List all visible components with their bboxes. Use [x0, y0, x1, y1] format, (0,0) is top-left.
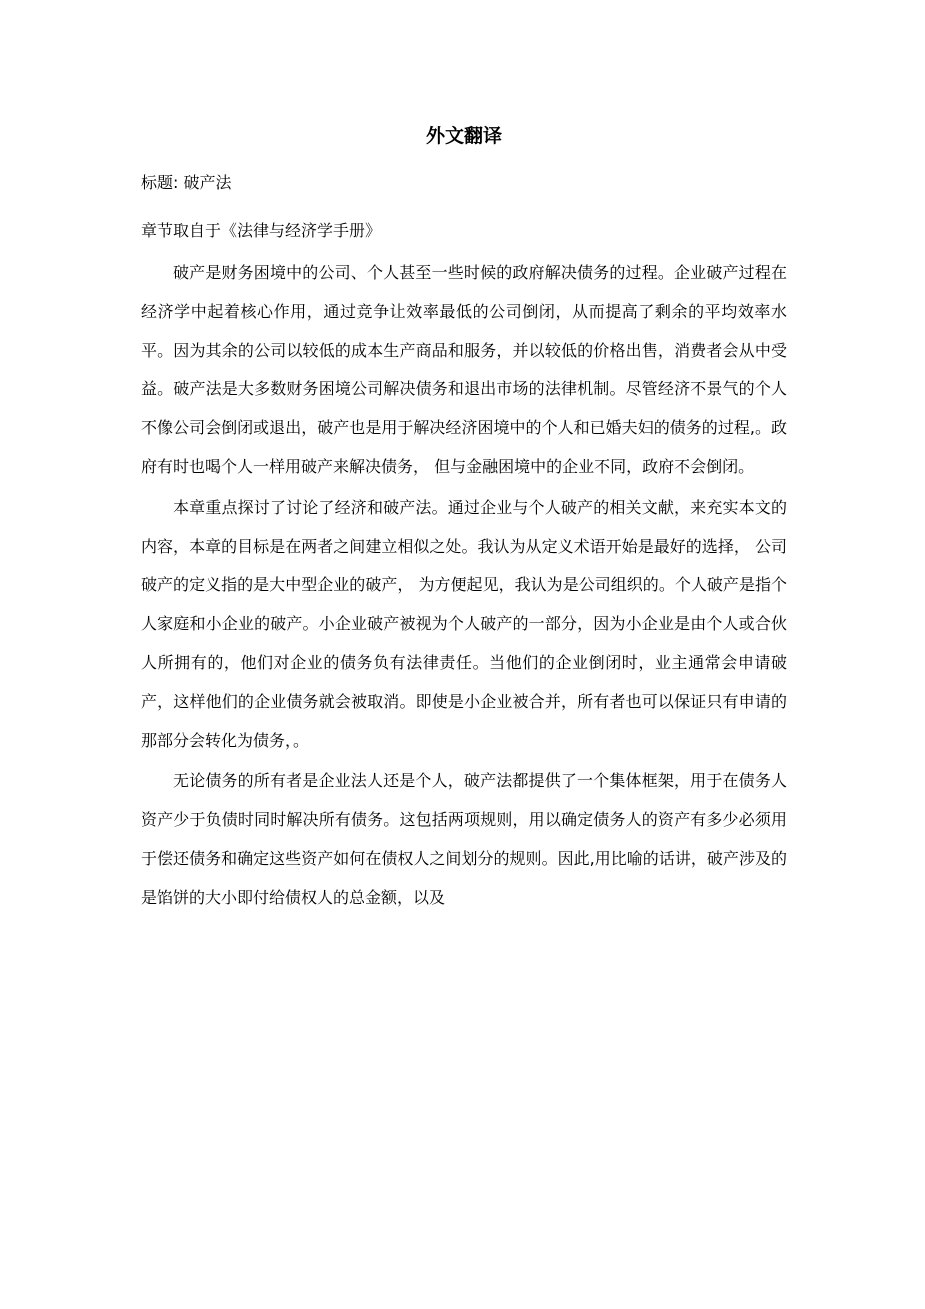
document-title: 外文翻译 [425, 125, 502, 147]
source-line: 章节取自于《法律与经济学手册》 [141, 221, 382, 240]
paragraph-3: 无论债务的所有者是企业法人还是个人，破产法都提供了一个集体框架，用于在债务人资产少于负债时同时解决所有债务。这包括两项规则，用以确定债务人的资产有多少必须用于偿还债务和确定这些资产如何在债权人之间划分的规则。因此,用比喻的话讲，破产涉及的是馅饼的大小即付给债权人的总金额，以及 [141, 771, 787, 907]
document-page [141, 120, 787, 920]
subject-line: 标题: 破产法 [141, 173, 232, 192]
paragraph-2: 本章重点探讨了讨论了经济和破产法。通过企业与个人破产的相关文献，来充实本文的内容，本章的目标是在两者之间建立相似之处。我认为从定义术语开始是最好的选择， 公司破产的定义指的是大中型企业的破产， 为方便起见，我认为是公司组织的。个人破产是指个人家庭和小企业的破产。小企业破产被视为个人破产的一部分，因为小企业是由个人或合伙人所拥有的，他们对企业的债务负有法律责任。当他们的企业倒闭时，业主通常会申请破产，这样他们的企业债务就会被取消。即使是小企业被合并，所有者也可以保证只有申请的那部分会转化为债务，。 [141, 497, 787, 750]
paragraph-1: 破产是财务困境中的公司、个人甚至一些时候的政府解决债务的过程。企业破产过程在经济学中起着核心作用，通过竞争让效率最低的公司倒闭，从而提高了剩余的平均效率水平。因为其余的公司以较低的成本生产商品和服务，并以较低的价格出售，消费者会从中受益。破产法是大多数财务困境公司解决债务和退出市场的法律机制。尽管经济不景气的个人不像公司会倒闭或退出，破产也是用于解决经济困境中的个人和已婚夫妇的债务的过程,。政府有时也喝个人一样用破产来解决债务， 但与金融困境中的企业不同，政府不会倒闭。 [141, 263, 787, 476]
